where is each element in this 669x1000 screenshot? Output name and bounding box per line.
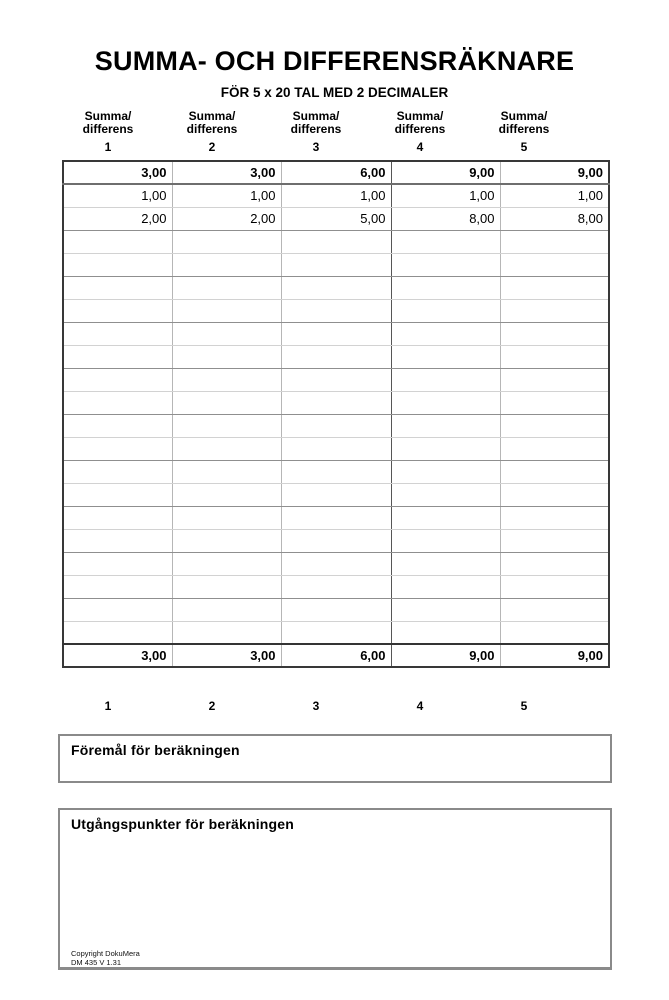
entry-cell[interactable] [172, 391, 281, 414]
entry-cell[interactable] [63, 391, 172, 414]
entry-cell[interactable] [391, 299, 500, 322]
data-row-12 [63, 437, 609, 460]
sum-cell: 9,00 [391, 644, 500, 667]
entry-cell[interactable] [281, 621, 391, 644]
entry-cell[interactable] [63, 253, 172, 276]
entry-cell[interactable] [281, 575, 391, 598]
data-row-20 [63, 621, 609, 644]
column-header-label: Summa/ [84, 109, 132, 123]
entry-cell[interactable]: 5,00 [281, 207, 391, 230]
entry-cell[interactable] [172, 276, 281, 299]
calc-table [62, 160, 610, 668]
entry-cell[interactable] [391, 598, 500, 621]
column-header-label: differens [498, 122, 550, 136]
entry-cell[interactable] [500, 345, 609, 368]
sum-row-top [63, 161, 609, 184]
column-header-number: 4 [416, 140, 424, 154]
entry-cell[interactable] [172, 345, 281, 368]
entry-cell[interactable] [172, 299, 281, 322]
column-header-1 [56, 110, 160, 154]
assumptions-box-label: Utgångspunkter för beräkningen [71, 816, 295, 832]
entry-cell[interactable] [281, 230, 391, 253]
data-row-15 [63, 506, 609, 529]
form-subtitle: FÖR 5 x 20 TAL MED 2 DECIMALER [220, 85, 449, 100]
column-header-4 [368, 110, 472, 154]
entry-cell[interactable] [63, 529, 172, 552]
data-row-17 [63, 552, 609, 575]
column-header-label: Summa/ [396, 109, 444, 123]
entry-cell[interactable] [63, 575, 172, 598]
entry-cell[interactable] [63, 230, 172, 253]
entry-cell[interactable] [281, 414, 391, 437]
assumptions-box[interactable] [58, 808, 612, 970]
entry-cell[interactable] [391, 391, 500, 414]
column-footer-number: 2 [208, 699, 216, 713]
entry-cell[interactable] [500, 483, 609, 506]
entry-cell[interactable] [172, 460, 281, 483]
sum-cell: 3,00 [172, 644, 281, 667]
entry-cell[interactable]: 2,00 [63, 207, 172, 230]
entry-cell[interactable] [500, 391, 609, 414]
entry-cell[interactable] [500, 437, 609, 460]
column-header-number: 2 [208, 140, 216, 154]
entry-cell[interactable] [172, 621, 281, 644]
entry-cell[interactable] [500, 621, 609, 644]
entry-cell[interactable] [172, 368, 281, 391]
entry-cell[interactable] [172, 506, 281, 529]
entry-cell[interactable] [391, 621, 500, 644]
column-header-2 [160, 110, 264, 154]
column-header-label: Summa/ [188, 109, 236, 123]
entry-cell[interactable] [63, 345, 172, 368]
data-row-2 [63, 207, 609, 230]
sum-cell: 9,00 [500, 644, 609, 667]
entry-cell[interactable]: 8,00 [500, 207, 609, 230]
entry-cell[interactable] [281, 460, 391, 483]
data-row-6 [63, 299, 609, 322]
entry-cell[interactable] [172, 529, 281, 552]
entry-cell[interactable]: 1,00 [500, 184, 609, 207]
entry-cell[interactable] [172, 598, 281, 621]
column-footer-number: 1 [104, 699, 112, 713]
column-footer-number: 5 [520, 699, 528, 713]
copyright-block [71, 949, 140, 967]
data-row-16 [63, 529, 609, 552]
entry-cell[interactable] [281, 529, 391, 552]
entry-cell[interactable] [172, 322, 281, 345]
column-header-label: differens [186, 122, 238, 136]
column-header-number: 5 [520, 140, 528, 154]
sum-cell: 6,00 [281, 161, 391, 184]
entry-cell[interactable] [63, 437, 172, 460]
entry-cell[interactable] [172, 414, 281, 437]
copyright-text: Copyright DokuMera [71, 949, 140, 958]
entry-cell[interactable] [500, 253, 609, 276]
entry-cell[interactable] [281, 276, 391, 299]
entry-cell[interactable] [63, 414, 172, 437]
calc-table-body [63, 161, 609, 667]
entry-cell[interactable]: 1,00 [172, 184, 281, 207]
sum-cell: 6,00 [281, 644, 391, 667]
entry-cell[interactable]: 1,00 [391, 184, 500, 207]
column-header-number: 3 [312, 140, 320, 154]
column-header-label: differens [290, 122, 342, 136]
entry-cell[interactable]: 1,00 [281, 184, 391, 207]
entry-cell[interactable] [63, 598, 172, 621]
entry-cell[interactable] [391, 368, 500, 391]
entry-cell[interactable] [391, 437, 500, 460]
data-row-3 [63, 230, 609, 253]
entry-cell[interactable] [281, 552, 391, 575]
sum-cell: 9,00 [500, 161, 609, 184]
sum-cell: 3,00 [63, 644, 172, 667]
column-footer-number: 4 [416, 699, 424, 713]
entry-cell[interactable] [63, 483, 172, 506]
data-row-1 [63, 184, 609, 207]
entry-cell[interactable] [172, 483, 281, 506]
sum-cell: 9,00 [391, 161, 500, 184]
entry-cell[interactable] [391, 529, 500, 552]
entry-cell[interactable] [391, 276, 500, 299]
entry-cell[interactable] [63, 506, 172, 529]
entry-cell[interactable] [63, 460, 172, 483]
entry-cell[interactable] [281, 437, 391, 460]
entry-cell[interactable] [63, 621, 172, 644]
entry-cell[interactable] [281, 322, 391, 345]
data-row-18 [63, 575, 609, 598]
column-header-label: differens [394, 122, 446, 136]
entry-cell[interactable] [63, 322, 172, 345]
entry-cell[interactable] [391, 552, 500, 575]
entry-cell[interactable] [391, 345, 500, 368]
entry-cell[interactable] [172, 230, 281, 253]
entry-cell[interactable] [500, 299, 609, 322]
entry-cell[interactable] [172, 437, 281, 460]
entry-cell[interactable] [281, 391, 391, 414]
entry-cell[interactable] [63, 552, 172, 575]
entry-cell[interactable] [281, 506, 391, 529]
entry-cell[interactable] [281, 345, 391, 368]
entry-cell[interactable] [281, 598, 391, 621]
sum-cell: 3,00 [63, 161, 172, 184]
column-header-label: Summa/ [292, 109, 340, 123]
entry-cell[interactable] [500, 414, 609, 437]
form-title: SUMMA- OCH DIFFERENSRÄKNARE [94, 46, 575, 76]
entry-cell[interactable] [172, 552, 281, 575]
entry-cell[interactable] [391, 230, 500, 253]
purpose-box-label: Föremål för beräkningen [71, 742, 240, 758]
data-row-9 [63, 368, 609, 391]
purpose-box[interactable] [58, 734, 612, 783]
data-row-4 [63, 253, 609, 276]
entry-cell[interactable] [172, 253, 281, 276]
column-header-number: 1 [104, 140, 112, 154]
entry-cell[interactable] [500, 230, 609, 253]
column-header-5 [472, 110, 576, 154]
entry-cell[interactable] [391, 483, 500, 506]
entry-cell[interactable] [500, 460, 609, 483]
entry-cell[interactable] [500, 506, 609, 529]
entry-cell[interactable] [500, 276, 609, 299]
entry-cell[interactable] [391, 253, 500, 276]
sum-row-bottom [63, 644, 609, 667]
data-row-14 [63, 483, 609, 506]
entry-cell[interactable] [500, 575, 609, 598]
entry-cell[interactable] [281, 299, 391, 322]
entry-cell[interactable] [172, 575, 281, 598]
entry-cell[interactable] [281, 483, 391, 506]
version-text: DM 435 V 1.31 [71, 958, 122, 967]
entry-cell[interactable] [391, 460, 500, 483]
data-row-5 [63, 276, 609, 299]
entry-cell[interactable]: 8,00 [391, 207, 500, 230]
data-row-7 [63, 322, 609, 345]
entry-cell[interactable] [391, 575, 500, 598]
entry-cell[interactable] [391, 322, 500, 345]
column-header-3 [264, 110, 368, 154]
entry-cell[interactable] [63, 299, 172, 322]
column-footer-numbers [56, 699, 576, 713]
column-header-label: Summa/ [500, 109, 548, 123]
entry-cell[interactable]: 1,00 [63, 184, 172, 207]
column-footer-number: 3 [312, 699, 320, 713]
entry-cell[interactable] [500, 368, 609, 391]
entry-cell[interactable] [500, 552, 609, 575]
data-row-19 [63, 598, 609, 621]
entry-cell[interactable] [391, 414, 500, 437]
entry-cell[interactable] [281, 368, 391, 391]
entry-cell[interactable]: 2,00 [172, 207, 281, 230]
entry-cell[interactable] [500, 322, 609, 345]
entry-cell[interactable] [500, 598, 609, 621]
data-row-8 [63, 345, 609, 368]
data-row-11 [63, 414, 609, 437]
entry-cell[interactable] [391, 506, 500, 529]
sum-cell: 3,00 [172, 161, 281, 184]
data-row-10 [63, 391, 609, 414]
entry-cell[interactable] [281, 253, 391, 276]
entry-cell[interactable] [63, 368, 172, 391]
column-header-label: differens [82, 122, 134, 136]
column-headers [56, 110, 576, 154]
entry-cell[interactable] [500, 529, 609, 552]
data-row-13 [63, 460, 609, 483]
entry-cell[interactable] [63, 276, 172, 299]
